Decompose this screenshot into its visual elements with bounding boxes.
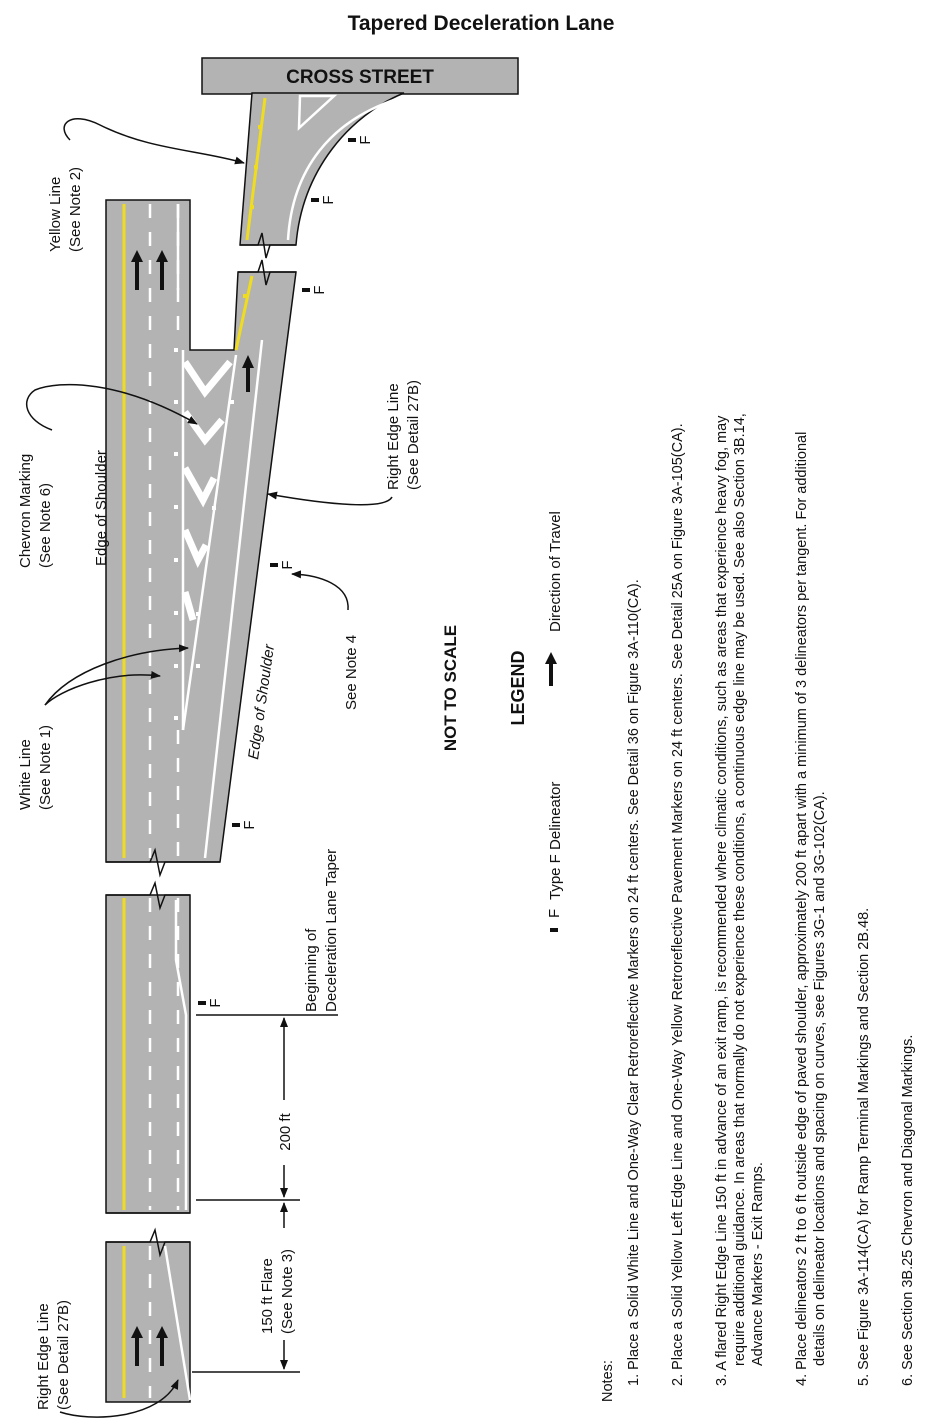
notes (600, 413, 916, 1402)
svg-text:F: F (207, 998, 224, 1008)
note-4: 4. Place delineators 2 ft to 6 ft outside edge of paved shoulder, approximately 200 ft apart with a minimum of 3 delineators per tangent. For additional (794, 431, 810, 1386)
edge-of-shoulder-label: Edge of Shoulder (93, 450, 110, 566)
note-6: 6. See Section 3B.25 Chevron and Diagonal Markings. (900, 1034, 916, 1386)
beginning-taper-label: Beginning of (303, 928, 320, 1012)
right-edge-line-bottom-label: Right Edge Line (35, 1303, 52, 1410)
note-3: 3. A flared Right Edge Line 150 ft in advance of an exit ramp, is recommended where climatic conditions, such as areas that experience heavy fog, may (714, 415, 730, 1386)
cross-street-label: CROSS STREET (286, 67, 434, 88)
svg-text:Yellow Line (See Note 2): Yellow Line (See Note 2) (47, 166, 84, 252)
chevron-marking-label: Chevron Marking (17, 453, 34, 568)
svg-text:F: F (241, 820, 258, 830)
note-5: 5. See Figure 3A-114(CA) for Ramp Terminal Markings and Section 2B.48. (856, 907, 872, 1386)
svg-text:F: F (546, 908, 563, 918)
see-note-4-label: See Note 4 (343, 634, 360, 710)
notes-heading: Notes: (600, 1360, 616, 1402)
note-3-line-3: Advance Markers - Exit Ramps. (750, 1162, 766, 1366)
legend-title: LEGEND (508, 650, 528, 726)
note-1: 1. Place a Solid White Line and One-Way Clear Retroreflective Markers on 24 ft centers. See Detail 36 on Figure 3A-110(CA). (626, 579, 642, 1386)
main-roadway-taper (106, 200, 296, 862)
svg-text:150 ft Flare (See Note: 150 ft Flare (See Note 3) (259, 1248, 296, 1334)
legend (508, 511, 564, 932)
yellow-line-label: Yellow Line (47, 176, 64, 252)
main-roadway-middle (106, 895, 190, 1213)
diagram-title: Tapered Deceleration Lane (347, 12, 615, 35)
note-3-line-2: require additional guidance. In areas that normally do not experience these conditions, a continuous edge line may be used. See also Section 3B.14, (732, 413, 748, 1366)
right-edge-line-top-label: Right Edge Line (385, 383, 402, 490)
note-4-line-2: details on delineator locations and spacing on curves, see Figures 3G-1 and 3G-102(CA). (812, 791, 828, 1366)
svg-text:Right Edge Line (See Det: Right Edge Line (See Detail 27B) (385, 379, 422, 490)
svg-text:Right Edge Line (See Det: Right Edge Line (See Detail 27B) (35, 1299, 72, 1410)
svg-text:White Line (See Note 1): White Line (See Note 1) (17, 724, 54, 810)
svg-text:F: F (357, 135, 374, 145)
legend-delineator-symbol (546, 909, 563, 932)
dimension-200ft: 200 ft (277, 1113, 294, 1151)
svg-text:Beginning of Deceleratio: Beginning of Deceleration Lane Taper (303, 848, 340, 1012)
svg-text:F: F (279, 560, 296, 570)
not-to-scale: NOT TO SCALE (441, 624, 460, 752)
legend-delineator-label: Type F Delineator (547, 781, 564, 900)
svg-text:F: F (320, 195, 337, 205)
svg-text:F: F (311, 285, 328, 295)
note-2: 2. Place a Solid Yellow Left Edge Line and One-Way Yellow Retroreflective Pavement Markers on 24 ft centers. See Detail 25A on Figure 3A-105(CA). (670, 423, 686, 1386)
white-line-label: White Line (17, 739, 34, 810)
flare-label: 150 ft Flare (259, 1258, 276, 1334)
legend-direction-label: Direction of Travel (547, 511, 564, 632)
svg-text:Chevron Marking (See Not: Chevron Marking (See Note 6) (17, 453, 54, 568)
edge-of-shoulder-taper-label: Edge of Shoulder (245, 643, 279, 761)
exit-ramp (240, 93, 404, 245)
legend-arrow-icon (545, 652, 557, 686)
